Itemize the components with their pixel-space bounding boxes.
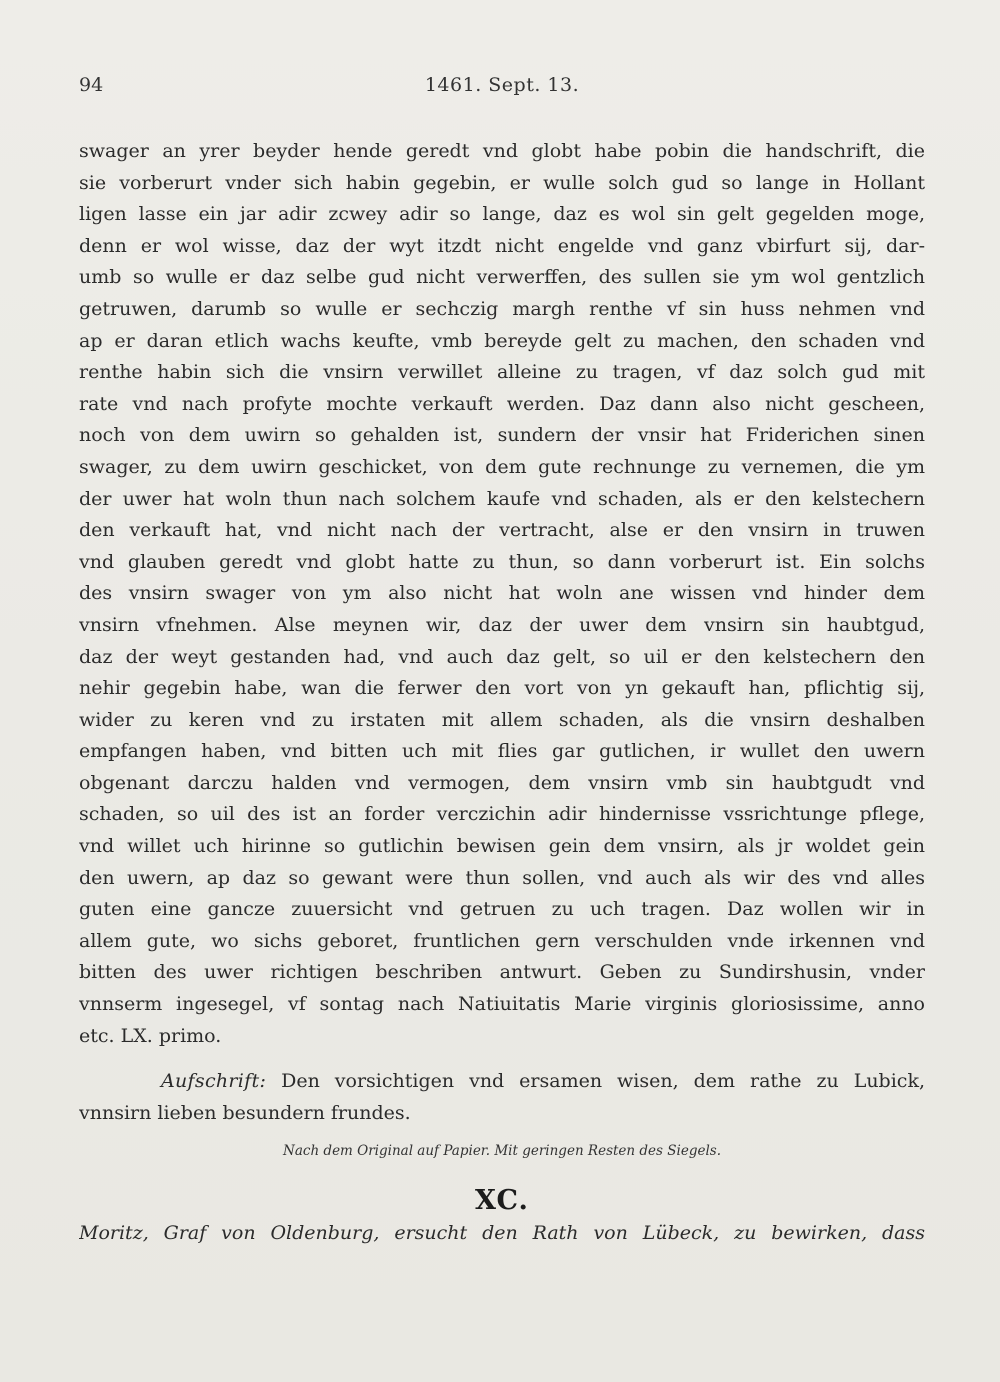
text-line: renthe habin sich die vnsirn verwillet alleine zu tragen, vf daz solch gud mit [79,361,925,384]
address-text: Den vorsichtigen vnd ersamen wisen, dem rathe zu Lubick, [281,1070,925,1092]
address-label: Aufschrift: [161,1070,267,1092]
text-line: vnd willet uch hirinne so gutlichin bewisen gein dem vnsirn, als jr woldet gein [79,835,925,858]
text-line: getruwen, darumb so wulle er sechczig margh renthe vf sin huss nehmen vnd [79,297,925,320]
text-line: obgenant darczu halden vnd vermogen, dem vnsirn vmb sin haubtgudt vnd [79,771,925,794]
text-line: empfangen haben, vnd bitten uch mit flies gar gutlichen, ir wullet den uwern [79,740,925,763]
text-line: swager an yrer beyder hende geredt vnd globt habe pobin die handschrift, die [79,140,925,162]
text-line: swager, zu dem uwirn geschicket, von dem gute rechnunge zu vernemen, die ym [79,455,925,478]
document-number: XC. [475,1185,529,1216]
regest-line [79,1218,925,1250]
text-line: vnd glauben geredt vnd globt hatte zu thun, so dann vorberurt ist. Ein solchs [79,550,925,573]
text-line: schaden, so uil des ist an forder verczichin adir hindernisse vssrichtunge pflege, [79,803,925,826]
text-line: guten eine gancze zuuersicht vnd getruen zu uch tragen. Daz wollen wir in [79,898,925,921]
text-line: den verkauft hat, vnd nicht nach der vertracht, alse er den vnsirn in truwen [79,519,925,542]
address-line [79,1066,925,1098]
text-line: denn er wol wisse, daz der wyt itzdt nicht engelde vnd ganz vbirfurt sij, dar- [79,234,925,257]
text-line: nehir gegebin habe, wan die ferwer den vort von yn gekauft han, pflichtig sij, [79,677,925,700]
page-number: 94 [79,74,104,96]
text-line: bitten des uwer richtigen beschriben antwurt. Geben zu Sundirshusin, vnder [79,961,925,984]
text-line: ligen lasse ein jar adir zcwey adir so lange, daz es wol sin gelt gegelden moge, [79,203,925,226]
text-line: allem gute, wo sichs geboret, fruntlichen gern verschulden vnde irkennen vnd [79,929,925,952]
text-line: des vnsirn swager von ym also nicht hat woln ane wissen vnd hinder dem [79,582,925,605]
source-note: Nach dem Original auf Papier. Mit geringen Resten des Siegels. [283,1143,721,1159]
page-header [79,70,925,100]
text-line: vnsirn vfnehmen. Alse meynen wir, daz der uwer dem vnsirn sin haubtgud, [79,613,925,636]
text-line: der uwer hat woln thun nach solchem kaufe vnd schaden, als er den kelstechern [79,487,925,510]
text-line: noch von dem uwirn so gehalden ist, sundern der vnsir hat Friderichen sinen [79,424,925,447]
text-line: daz der weyt gestanden had, vnd auch daz gelt, so uil er den kelstechern den [79,645,925,668]
text-line: ap er daran etlich wachs keufte, vmb bereyde gelt zu machen, den schaden vnd [79,329,925,352]
text-line: den uwern, ap daz so gewant were thun sollen, vnd auch als wir des vnd alles [79,866,925,889]
text-line: sie vorberurt vnder sich habin gegebin, er wulle solch gud so lange in Hollant [79,171,925,194]
text-line: etc. LX. primo. [79,1024,222,1047]
running-head-date: 1461. Sept. 13. [424,74,580,96]
text-line: umb so wulle er daz selbe gud nicht verwerffen, des sullen sie ym wol gentzlich [79,266,925,289]
regest-text: Moritz, Graf von Oldenburg, ersucht den Rath von Lübeck, zu bewirken, dass [79,1222,925,1244]
address-line: vnnsirn lieben besundern frundes. [79,1101,411,1124]
text-line: wider zu keren vnd zu irstaten mit allem schaden, als die vnsirn deshalben [79,708,925,731]
text-line: vnnserm ingesegel, vf sontag nach Natiuitatis Marie virginis gloriosissime, anno [79,993,925,1016]
address-block [79,1066,925,1129]
text-line: rate vnd nach profyte mochte verkauft werden. Daz dann also nicht gescheen, [79,392,925,415]
letter-body [79,136,925,1052]
